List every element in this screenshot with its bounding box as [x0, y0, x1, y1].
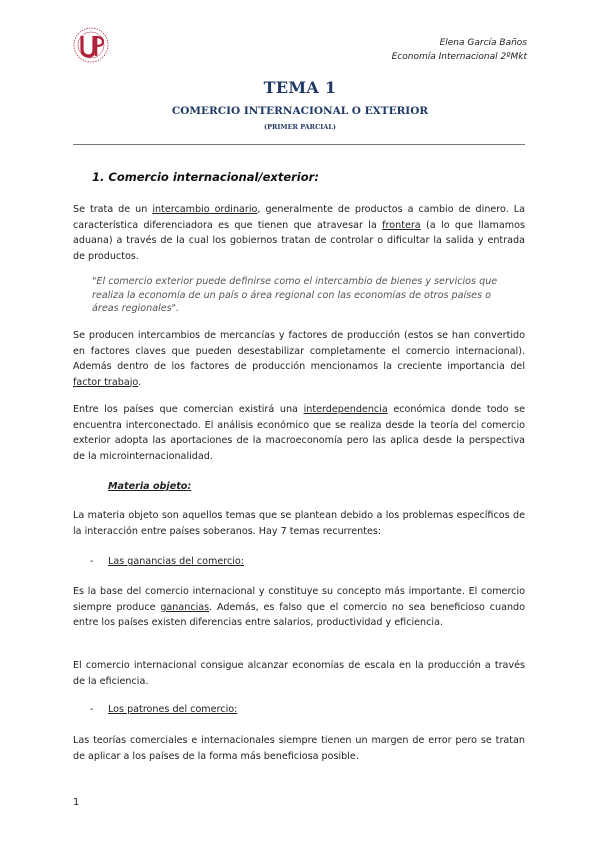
paragraph-factors [73, 328, 525, 390]
paragraph-definition [73, 202, 525, 264]
underlined-term: interdependencia [303, 404, 388, 415]
document-title: TEMA 1 [263, 78, 337, 97]
text-run: . Además, es falso que el comercio no sea beneficioso cuando entre los países existen diferencias entre salarios, productividad y eficiencia. [73, 601, 526, 628]
title-divider [73, 144, 525, 145]
paragraph-interdependence [73, 402, 525, 464]
bullet-ganancias [90, 556, 244, 567]
bullet-label: Los patrones del comercio: [108, 704, 238, 715]
university-logo [70, 26, 112, 64]
bullet-patrones [90, 704, 237, 715]
paragraph-ganancias [73, 584, 525, 631]
text-run: Entre los países que comercian existirá una [73, 404, 304, 415]
paragraph-economias-escala: El comercio internacional consigue alcanzar economías de escala en la producción a través de la eficiencia. [73, 660, 525, 687]
document-subtitle: COMERCIO INTERNACIONAL O EXTERIOR [171, 105, 429, 117]
bullet-label: Las ganancias del comercio: [108, 556, 245, 567]
text-run: . [138, 376, 142, 388]
section-heading-comercio: 1. Comercio internacional/exterior: [92, 170, 319, 184]
paragraph-patrones: Las teorías comerciales e internacionales siempre tienen un margen de error pero se tratan de aplicar a los países de la forma más beneficiosa posible. [73, 735, 525, 762]
bullet-dash: - [90, 704, 94, 715]
bullet-dash: - [90, 556, 94, 567]
subheading-materia-objeto: Materia objeto: [108, 481, 192, 492]
text-run: , generalmente de productos a cambio de dinero. La característica diferenciadora es que tienen que atravesar la [73, 204, 525, 231]
text-run: (a lo que llamamos aduana) a través de la cual los gobiernos tratan de controlar o dificultar la salida y entrada de productos. [73, 219, 525, 262]
document-subsubtitle: (PRIMER PARCIAL) [264, 123, 336, 131]
page-header [392, 36, 527, 64]
underlined-term: factor trabajo [73, 376, 139, 388]
underlined-term: intercambio ordinario [152, 204, 258, 215]
author-name: Elena García Baños [439, 38, 527, 48]
course-name: Economía Internacional 2ºMkt [391, 52, 527, 62]
paragraph-materia: La materia objeto son aquellos temas que se plantean debido a los problemas específicos de la interacción entre países soberanos. Hay 7 temas recurrentes: [73, 510, 525, 537]
text-run: Se trata de un [73, 204, 153, 215]
text-run: Es la base del comercio internacional y constituye su concepto más importante. El comercio siempre produce [73, 586, 525, 613]
definition-quote: "El comercio exterior puede definirse como el intercambio de bienes y servicios que realiza la economía de un país o área regional con las economías de otros países o áreas regionales". [92, 276, 498, 314]
text-run: económica donde todo se encuentra interconectado. El análisis económico que se realiza desde la teoría del comercio exterior adopta las aportaciones de la macroeconomía pero las aplica desde la perspectiva de la microinternacionalidad. [73, 404, 525, 462]
underlined-term: ganancias [160, 601, 210, 613]
text-run: Se producen intercambios de mercancías y factores de producción (estos se han convertido en factores claves que pueden desestabilizar completamente el comercio internacional). Además dentro de los factores de producción mencionamos la creciente importancia del [73, 330, 525, 372]
underlined-term: frontera [382, 219, 421, 231]
page-number: 1 [73, 797, 80, 808]
